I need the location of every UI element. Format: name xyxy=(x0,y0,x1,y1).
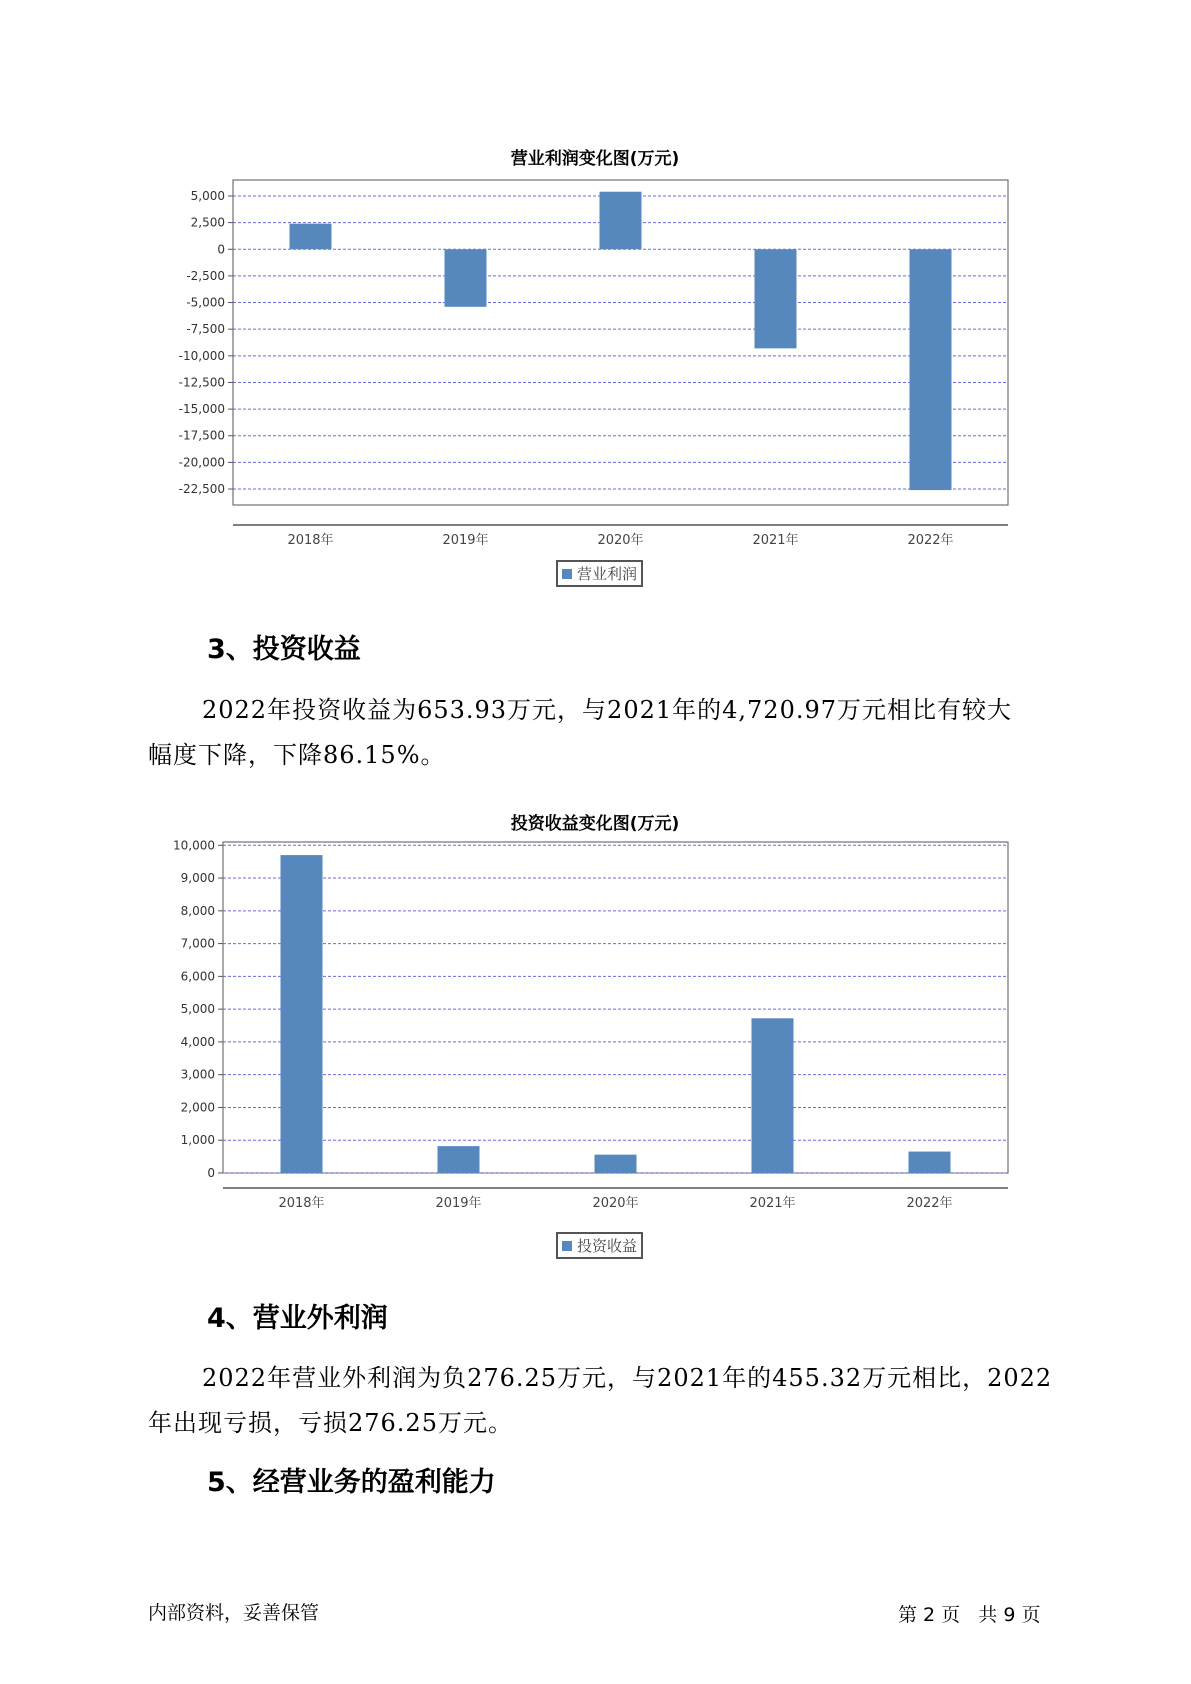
y-tick-label: 2,000 xyxy=(180,1100,215,1115)
y-tick-label: 8,000 xyxy=(180,903,215,918)
bar xyxy=(438,1146,480,1173)
y-tick-label: 10,000 xyxy=(173,838,215,853)
bar xyxy=(281,855,323,1173)
chart2-investment-income xyxy=(140,840,1040,1220)
section3-heading: 3、投资收益 xyxy=(207,634,361,665)
x-tick-label: 2021年 xyxy=(749,1196,796,1211)
y-tick-label: -20,000 xyxy=(178,455,225,470)
chart2-legend-label: 投资收益 xyxy=(577,1237,638,1255)
footer-confidential: 内部资料，妥善保管 xyxy=(148,1602,320,1624)
y-tick-label: 4,000 xyxy=(180,1034,215,1049)
y-tick-label: 6,000 xyxy=(180,969,215,984)
y-tick-label: -7,500 xyxy=(186,322,225,337)
y-tick-label: 2,500 xyxy=(190,215,225,230)
footer-page-number: 第 2 页 共 9 页 xyxy=(898,1604,1041,1626)
y-tick-label: -17,500 xyxy=(178,428,225,443)
y-tick-label: 9,000 xyxy=(180,871,215,886)
x-tick-label: 2018年 xyxy=(278,1196,325,1211)
section3-text-line2: 幅度下降，下降86.15%。 xyxy=(148,741,446,769)
x-tick-label: 2022年 xyxy=(906,1196,953,1211)
y-tick-label: -10,000 xyxy=(178,348,225,363)
chart1-operating-profit xyxy=(140,170,1040,548)
y-tick-label: 0 xyxy=(207,1166,215,1180)
plot-area xyxy=(223,842,1008,1173)
bar xyxy=(910,249,952,490)
bar xyxy=(445,249,487,307)
x-tick-label: 2022年 xyxy=(907,533,954,548)
chart1-legend xyxy=(556,560,643,587)
bar xyxy=(595,1155,637,1173)
section4-text-line2: 年出现亏损，亏损276.25万元。 xyxy=(148,1409,513,1437)
section4-text-line1: 2022年营业外利润为负276.25万元，与2021年的455.32万元相比，2022 xyxy=(202,1364,1053,1392)
section4-heading: 4、营业外利润 xyxy=(207,1303,388,1334)
legend-swatch xyxy=(562,569,572,579)
y-tick-label: 3,000 xyxy=(180,1067,215,1082)
section5-heading: 5、经营业务的盈利能力 xyxy=(207,1467,496,1498)
x-tick-label: 2020年 xyxy=(592,1196,639,1211)
y-tick-label: 7,000 xyxy=(180,936,215,951)
legend-swatch xyxy=(562,1241,572,1251)
chart1-legend-label: 营业利润 xyxy=(577,565,638,583)
bar xyxy=(909,1152,951,1173)
bar xyxy=(755,249,797,348)
bar xyxy=(752,1018,794,1173)
y-tick-label: 5,000 xyxy=(190,188,225,203)
y-tick-label: 5,000 xyxy=(180,1002,215,1017)
x-tick-label: 2021年 xyxy=(752,533,799,548)
y-tick-label: 1,000 xyxy=(180,1133,215,1148)
y-tick-label: -12,500 xyxy=(178,375,225,390)
bar xyxy=(600,192,642,250)
y-tick-label: -15,000 xyxy=(178,402,225,417)
x-tick-label: 2019年 xyxy=(435,1196,482,1211)
y-tick-label: -2,500 xyxy=(186,268,225,283)
x-tick-label: 2019年 xyxy=(442,533,489,548)
bar xyxy=(290,224,332,250)
y-tick-label: 0 xyxy=(217,242,225,257)
x-tick-label: 2020年 xyxy=(597,533,644,548)
x-tick-label: 2018年 xyxy=(287,533,334,548)
y-tick-label: -22,500 xyxy=(178,482,225,497)
chart2-legend xyxy=(556,1232,643,1259)
chart1-title: 营业利润变化图(万元) xyxy=(510,149,680,169)
section3-text-line1: 2022年投资收益为653.93万元，与2021年的4,720.97万元相比有较大 xyxy=(202,696,1013,724)
chart2-title: 投资收益变化图(万元) xyxy=(510,814,680,834)
y-tick-label: -5,000 xyxy=(186,295,225,310)
